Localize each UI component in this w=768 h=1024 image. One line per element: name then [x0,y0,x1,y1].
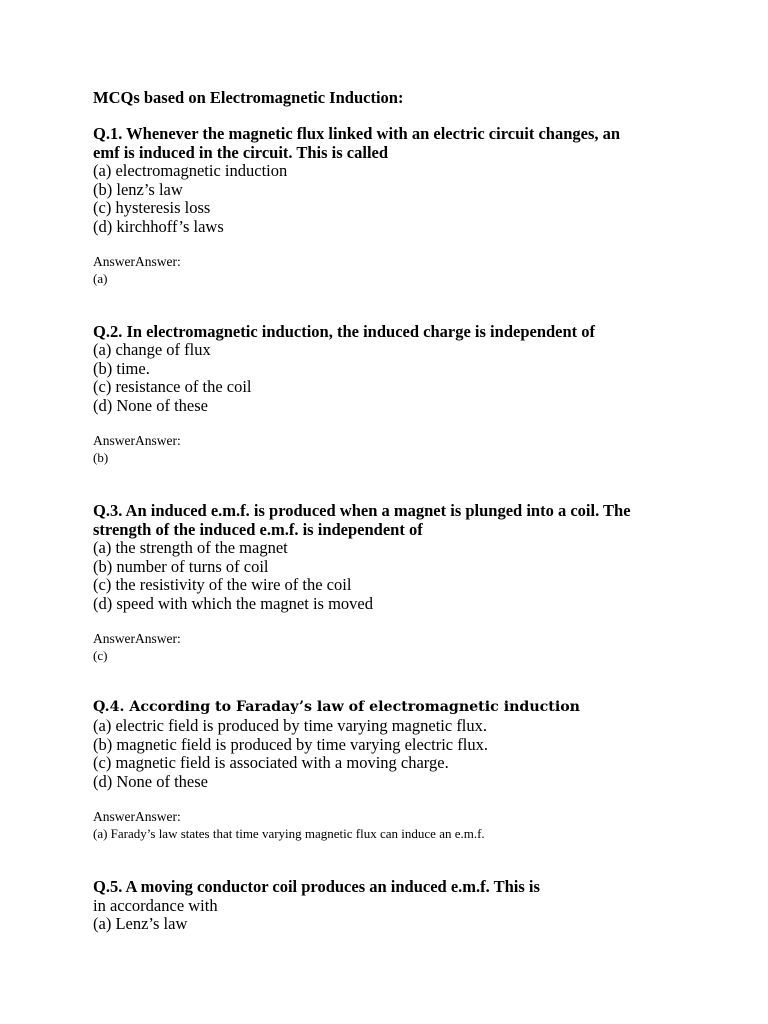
option-a: (a) the strength of the magnet [93,538,288,557]
option-d: (d) speed with which the magnet is moved [93,594,373,614]
question-text-line: emf is induced in the circuit. This is called [93,143,389,162]
question-text-line: Q.5. A moving conductor coil produces an induced e.m.f. This is [93,877,540,896]
option-d: (d) kirchhoff’s laws [93,217,224,237]
option-d: (d) None of these [93,396,209,416]
answer-value: (a) Farady’s law states that time varying magnetic flux can induce an e.m.f. [93,825,485,841]
question-2 [93,322,683,466]
option-b: (b) magnetic field is produced by time varying electric flux. [93,734,488,754]
question-5 [93,877,683,934]
question-text-line: Q.1. Whenever the magnetic flux linked with an electric circuit changes, an [93,124,621,143]
question-4 [93,698,683,842]
question-text-line: strength of the induced e.m.f. is independent of [93,520,423,539]
answer-value: (b) [93,449,109,465]
option-b: (b) lenz’s law [93,179,183,199]
question-text-line: Q.4. According to Faraday’s law of electromagnetic induction [93,699,581,715]
page-title: MCQs based on Electromagnetic Induction: [93,88,404,107]
option-a: (a) Lenz’s law [93,914,188,933]
option-c: (c) the resistivity of the wire of the coil [93,575,352,595]
question-1 [93,124,683,287]
question-text-line: in accordance with [93,896,218,915]
option-d: (d) None of these [93,772,209,792]
option-a: (a) change of flux [93,340,211,359]
answer-label: AnswerAnswer: [93,630,181,646]
option-c: (c) resistance of the coil [93,377,252,397]
option-b: (b) time. [93,358,150,378]
option-c: (c) hysteresis loss [93,198,211,218]
option-b: (b) number of turns of coil [93,556,269,576]
option-a: (a) electromagnetic induction [93,161,288,180]
question-3 [93,501,683,664]
answer-label: AnswerAnswer: [93,432,181,448]
answer-value: (c) [93,647,108,663]
answer-value: (a) [93,270,108,286]
option-a: (a) electric field is produced by time varying magnetic flux. [93,716,488,735]
answer-label: AnswerAnswer: [93,808,181,824]
option-c: (c) magnetic field is associated with a moving charge. [93,753,449,773]
question-text-line: Q.2. In electromagnetic induction, the induced charge is independent of [93,322,596,341]
answer-label: AnswerAnswer: [93,253,181,269]
question-text-line: Q.3. An induced e.m.f. is produced when a magnet is plunged into a coil. The [93,501,631,520]
